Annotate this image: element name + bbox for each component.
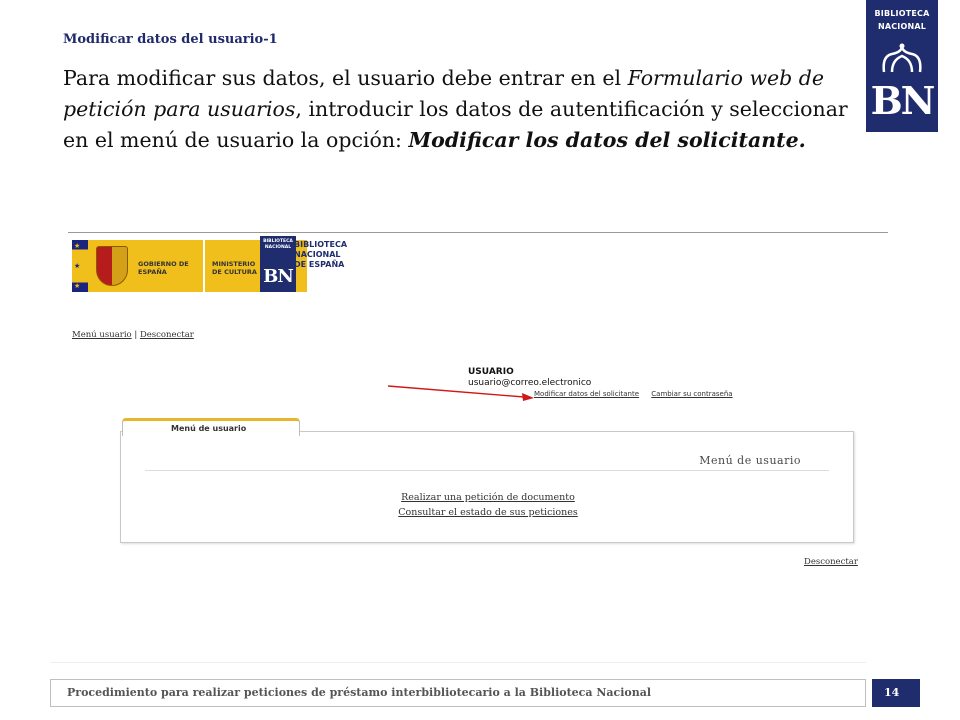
bn-logo-monogram: BN [870,78,934,123]
bn-name-line2: NACIONAL [294,250,341,259]
user-links [534,390,743,398]
footer-rule [50,662,866,663]
bn-logo [866,0,938,132]
star-icon: ★ [74,282,81,290]
change-password-link[interactable]: Cambiar su contraseña [651,390,733,398]
check-status-link[interactable]: Consultar el estado de sus peticiones [398,507,578,518]
star-icon: ★ [74,262,81,270]
modify-data-link[interactable]: Modificar datos del solicitante [534,390,640,398]
intro-text-1: Para modificar sus datos, el usuario debe entrar en el [63,66,628,90]
bn-small-monogram: BN [263,266,293,287]
nav-menu-usuario-link[interactable]: Menú usuario [72,330,132,340]
bn-small-line1: BIBLIOTECA [263,239,293,244]
gobierno-text: GOBIERNO DE ESPAÑA [138,260,189,276]
intro-paragraph [63,63,853,156]
bn-small-logo [260,236,296,292]
user-label: USUARIO [468,367,514,377]
bn-name-line1: BIBLIOTECA [294,240,348,249]
slide-title: Modificar datos del usuario-1 [63,32,278,47]
footer [50,679,866,707]
intro-text-2: , introducir los datos de autentificación y seleccionar en el menú de usuario la opción: [63,97,848,152]
bn-logo-line1: BIBLIOTECA [874,9,930,18]
logout-bottom-link[interactable]: Desconectar [804,557,858,567]
bn-name-line3: DE ESPAÑA [294,260,345,269]
nav-logout-link[interactable]: Desconectar [139,330,194,340]
page-number: 14 [872,679,920,707]
panel-heading: Menú de usuario [699,454,801,467]
request-document-link[interactable]: Realizar una petición de documento [401,492,575,503]
user-email: usuario@correo.electronico [468,378,592,388]
tab-menu-usuario[interactable]: Menú de usuario [122,418,300,436]
screenshot-top-rule [68,232,888,233]
eu-flag-strip [72,240,88,292]
footer-text: Procedimiento para realizar peticiones de préstamo interbibliotecario a la Biblioteca Nacional [67,686,652,699]
star-icon: ★ [74,242,81,250]
panel-divider [145,470,829,471]
bn-logo-line2: NACIONAL [877,22,927,31]
bn-small-line2: NACIONAL [264,245,292,250]
user-menu-panel [120,431,854,543]
menu-links [121,490,855,520]
banner-separator [203,240,205,292]
nav-separator: | [131,330,140,340]
intro-text-option: Modificar los datos del solicitante. [408,128,806,152]
bn-name-text [294,240,347,270]
red-arrow-icon [386,380,536,404]
intro-text-form: Formulario web de petición para usuarios [63,66,825,121]
top-nav [72,330,194,340]
embedded-screenshot [68,230,888,610]
crown-icon [878,42,926,76]
ministerio-text: MINISTERIO DE CULTURA [212,260,257,276]
coat-of-arms-icon [96,246,128,286]
